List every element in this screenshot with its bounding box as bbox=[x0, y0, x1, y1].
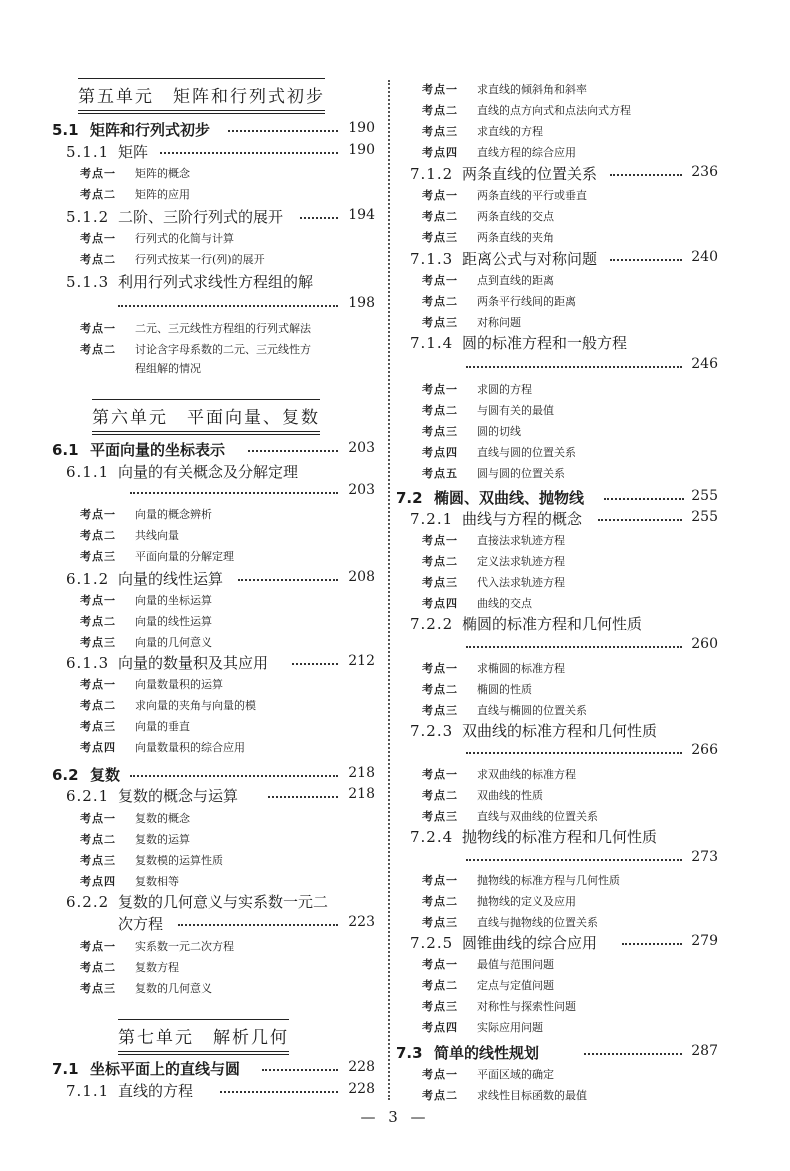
leader-dots bbox=[610, 259, 682, 261]
kaodian-item: 考点五 圆与圆的位置关系 bbox=[422, 467, 565, 480]
leader-dots bbox=[178, 924, 338, 926]
kaodian-item: 考点二 两条平行线间的距离 bbox=[422, 295, 576, 308]
kaodian-item: 考点三 直线与抛物线的位置关系 bbox=[422, 916, 598, 929]
kaodian-item: 考点一 向量的概念辨析 bbox=[80, 508, 212, 521]
kaodian-item: 考点一 求直线的倾斜角和斜率 bbox=[422, 83, 587, 96]
subsection-6-1-3[interactable]: 6.1.3 向量的数量积及其应用 bbox=[66, 654, 269, 672]
page-number: 198 bbox=[348, 295, 375, 311]
kaodian-item: 考点二 复数的运算 bbox=[80, 833, 190, 846]
kaodian-item: 考点二 直线的点方向式和点法向式方程 bbox=[422, 104, 631, 117]
page-number: 190 bbox=[348, 120, 375, 136]
kaodian-item: 考点四 复数相等 bbox=[80, 875, 179, 888]
kaodian-item: 考点二 讨论含字母系数的二元、三元线性方 bbox=[80, 343, 311, 356]
subsection-5-1-2[interactable]: 5.1.2 二阶、三阶行列式的展开 bbox=[66, 208, 284, 226]
subsection-5-1-1[interactable]: 5.1.1 矩阵 bbox=[66, 143, 149, 161]
section-7-3[interactable]: 7.3 简单的线性规划 bbox=[396, 1044, 540, 1062]
page-number: 218 bbox=[348, 786, 375, 802]
section-6-2[interactable]: 6.2 复数 bbox=[52, 766, 121, 784]
subsection-5-1-3[interactable]: 5.1.3 利用行列式求线性方程组的解 bbox=[66, 273, 314, 291]
kaodian-item: 考点一 二元、三元线性方程组的行列式解法 bbox=[80, 322, 311, 335]
page-number: 279 bbox=[691, 933, 718, 949]
page-number: 212 bbox=[348, 653, 375, 669]
section-7-2[interactable]: 7.2 椭圆、双曲线、抛物线 bbox=[396, 489, 585, 507]
subsection-7-2-3[interactable]: 7.2.3 双曲线的标准方程和几何性质 bbox=[410, 722, 658, 740]
subsection-6-2-1[interactable]: 6.2.1 复数的概念与运算 bbox=[66, 787, 239, 805]
kaodian-item: 考点三 向量的几何意义 bbox=[80, 636, 212, 649]
kaodian-item: 考点三 圆的切线 bbox=[422, 425, 521, 438]
column-divider bbox=[388, 80, 390, 1100]
leader-dots bbox=[248, 450, 338, 452]
page-number: 246 bbox=[691, 356, 718, 372]
page-number: 218 bbox=[348, 765, 375, 781]
subsection-7-2-5[interactable]: 7.2.5 圆锥曲线的综合应用 bbox=[410, 934, 598, 952]
kaodian-item: 考点一 最值与范围问题 bbox=[422, 958, 554, 971]
subsection-7-2-4[interactable]: 7.2.4 抛物线的标准方程和几何性质 bbox=[410, 828, 658, 846]
page-number: 228 bbox=[348, 1081, 375, 1097]
kaodian-item: 考点二 定点与定值问题 bbox=[422, 979, 554, 992]
kaodian-item: 考点一 向量的坐标运算 bbox=[80, 594, 212, 607]
kaodian-item: 考点一 求圆的方程 bbox=[422, 383, 532, 396]
page-number: 236 bbox=[691, 164, 718, 180]
subsection-6-2-2[interactable]: 6.2.2 复数的几何意义与实系数一元二 bbox=[66, 893, 329, 911]
unit-7-heading: 第七单元 解析几何 bbox=[118, 1023, 289, 1048]
subsection-7-1-3[interactable]: 7.1.3 距离公式与对称问题 bbox=[410, 250, 598, 268]
leader-dots bbox=[604, 498, 684, 500]
kaodian-item: 考点一 求椭圆的标准方程 bbox=[422, 662, 565, 675]
page-number: 273 bbox=[691, 849, 718, 865]
leader-dots bbox=[130, 492, 338, 494]
subsection-7-1-1[interactable]: 7.1.1 直线的方程 bbox=[66, 1082, 194, 1100]
leader-dots bbox=[466, 646, 682, 648]
unit-6-heading: 第六单元 平面向量、复数 bbox=[92, 403, 320, 428]
subsection-7-1-4[interactable]: 7.1.4 圆的标准方程和一般方程 bbox=[410, 334, 628, 352]
kaodian-item: 考点一 实系数一元二次方程 bbox=[80, 940, 234, 953]
subsection-6-1-2[interactable]: 6.1.2 向量的线性运算 bbox=[66, 570, 224, 588]
page-number: 260 bbox=[691, 636, 718, 652]
leader-dots bbox=[584, 1053, 682, 1055]
page-number: 208 bbox=[348, 569, 375, 585]
leader-dots bbox=[268, 796, 338, 798]
leader-dots bbox=[228, 130, 338, 132]
kaodian-item: 考点一 点到直线的距离 bbox=[422, 274, 554, 287]
page-number: 255 bbox=[691, 509, 718, 525]
subsection-7-1-2[interactable]: 7.1.2 两条直线的位置关系 bbox=[410, 165, 598, 183]
kaodian-item: 考点四 直线与圆的位置关系 bbox=[422, 446, 576, 459]
page-number: 255 bbox=[691, 488, 718, 504]
page-number: 203 bbox=[348, 482, 375, 498]
subsection-6-1-1[interactable]: 6.1.1 向量的有关概念及分解定理 bbox=[66, 463, 299, 481]
page-number: 240 bbox=[691, 249, 718, 265]
leader-dots bbox=[466, 752, 682, 754]
leader-dots bbox=[220, 1091, 338, 1093]
page-number: 223 bbox=[348, 914, 375, 930]
kaodian-item: 考点一 行列式的化简与计算 bbox=[80, 232, 234, 245]
leader-dots bbox=[292, 663, 338, 665]
kaodian-item: 考点二 矩阵的应用 bbox=[80, 188, 190, 201]
page-number: 190 bbox=[348, 142, 375, 158]
leader-dots bbox=[466, 366, 682, 368]
kaodian-item: 考点四 直线方程的综合应用 bbox=[422, 146, 576, 159]
kaodian-item: 考点三 直线与双曲线的位置关系 bbox=[422, 810, 598, 823]
kaodian-item: 考点一 平面区域的确定 bbox=[422, 1068, 554, 1081]
kaodian-item: 考点四 曲线的交点 bbox=[422, 597, 532, 610]
subsection-7-2-1[interactable]: 7.2.1 曲线与方程的概念 bbox=[410, 510, 583, 528]
kaodian-item: 考点三 复数模的运算性质 bbox=[80, 854, 223, 867]
subsection-7-2-2[interactable]: 7.2.2 椭圆的标准方程和几何性质 bbox=[410, 615, 643, 633]
section-5-1[interactable]: 5.1 矩阵和行列式初步 bbox=[52, 121, 211, 139]
leader-dots bbox=[610, 174, 682, 176]
kaodian-item: 考点一 复数的概念 bbox=[80, 812, 190, 825]
kaodian-item: 考点三 复数的几何意义 bbox=[80, 982, 212, 995]
kaodian-item: 考点二 复数方程 bbox=[80, 961, 179, 974]
subsection-6-2-2-continued: 次方程 bbox=[118, 915, 164, 933]
kaodian-item: 考点三 对称问题 bbox=[422, 316, 521, 329]
leader-dots bbox=[262, 1069, 338, 1071]
kaodian-item: 考点二 求线性目标函数的最值 bbox=[422, 1089, 587, 1102]
unit-5-heading: 第五单元 矩阵和行列式初步 bbox=[78, 82, 325, 107]
leader-dots bbox=[160, 152, 338, 154]
kaodian-item: 考点三 直线与椭圆的位置关系 bbox=[422, 704, 587, 717]
kaodian-item-continued: 程组解的情况 bbox=[135, 362, 201, 375]
leader-dots bbox=[300, 217, 338, 219]
kaodian-item: 考点三 对称性与探索性问题 bbox=[422, 1000, 576, 1013]
kaodian-item: 考点一 求双曲线的标准方程 bbox=[422, 768, 576, 781]
leader-dots bbox=[130, 775, 338, 777]
page-number: 228 bbox=[348, 1059, 375, 1075]
page-number: 266 bbox=[691, 742, 718, 758]
leader-dots bbox=[466, 859, 682, 861]
kaodian-item: 考点一 向量数量积的运算 bbox=[80, 678, 223, 691]
kaodian-item: 考点三 平面向量的分解定理 bbox=[80, 550, 234, 563]
kaodian-item: 考点二 向量的线性运算 bbox=[80, 615, 212, 628]
kaodian-item: 考点一 直接法求轨迹方程 bbox=[422, 534, 565, 547]
page-number: 287 bbox=[691, 1043, 718, 1059]
page-number: 194 bbox=[348, 207, 375, 223]
page-footer-number: — 3 — bbox=[360, 1108, 430, 1126]
kaodian-item: 考点一 矩阵的概念 bbox=[80, 167, 190, 180]
kaodian-item: 考点三 代入法求轨迹方程 bbox=[422, 576, 565, 589]
kaodian-item: 考点二 与圆有关的最值 bbox=[422, 404, 554, 417]
kaodian-item: 考点三 向量的垂直 bbox=[80, 720, 190, 733]
kaodian-item: 考点二 两条直线的交点 bbox=[422, 210, 554, 223]
leader-dots bbox=[622, 943, 682, 945]
kaodian-item: 考点三 两条直线的夹角 bbox=[422, 231, 554, 244]
section-6-1[interactable]: 6.1 平面向量的坐标表示 bbox=[52, 441, 226, 459]
kaodian-item: 考点三 求直线的方程 bbox=[422, 125, 543, 138]
kaodian-item: 考点一 抛物线的标准方程与几何性质 bbox=[422, 874, 620, 887]
page-number: 203 bbox=[348, 440, 375, 456]
kaodian-item: 考点二 行列式按某一行(列)的展开 bbox=[80, 253, 265, 266]
kaodian-item: 考点二 求向量的夹角与向量的模 bbox=[80, 699, 256, 712]
kaodian-item: 考点二 抛物线的定义及应用 bbox=[422, 895, 576, 908]
kaodian-item: 考点二 共线向量 bbox=[80, 529, 179, 542]
leader-dots bbox=[598, 519, 682, 521]
kaodian-item: 考点二 定义法求轨迹方程 bbox=[422, 555, 565, 568]
section-7-1[interactable]: 7.1 坐标平面上的直线与圆 bbox=[52, 1060, 241, 1078]
kaodian-item: 考点二 椭圆的性质 bbox=[422, 683, 532, 696]
kaodian-item: 考点一 两条直线的平行或垂直 bbox=[422, 189, 587, 202]
leader-dots bbox=[118, 305, 338, 307]
kaodian-item: 考点四 实际应用问题 bbox=[422, 1021, 543, 1034]
kaodian-item: 考点二 双曲线的性质 bbox=[422, 789, 543, 802]
kaodian-item: 考点四 向量数量积的综合应用 bbox=[80, 741, 245, 754]
leader-dots bbox=[238, 579, 338, 581]
